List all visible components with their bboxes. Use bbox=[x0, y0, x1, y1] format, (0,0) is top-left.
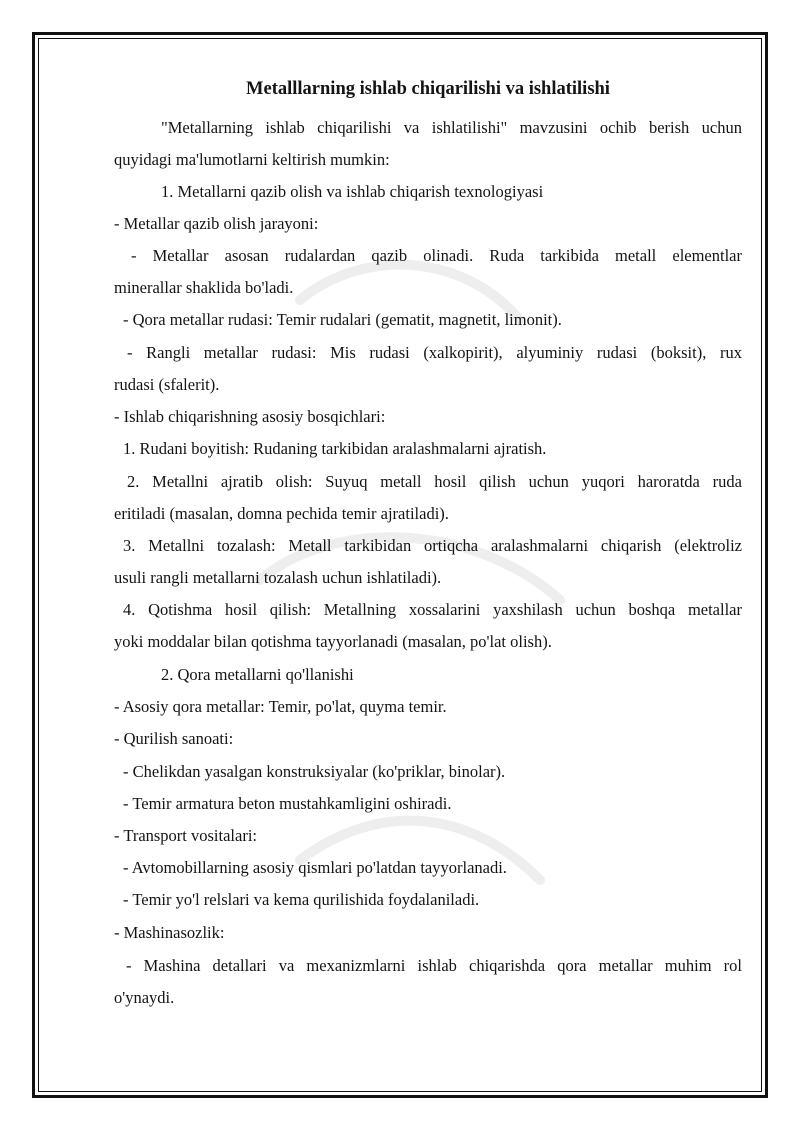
list-item: - Ishlab chiqarishning asosiy bosqichlari: bbox=[114, 407, 386, 426]
list-item: - Chelikdan yasalgan konstruksiyalar (ko'priklar, binolar). bbox=[123, 762, 506, 781]
list-item: - Qurilish sanoati: bbox=[114, 729, 234, 748]
section-heading: 1. Metallarni qazib olish va ishlab chiqarish texnologiyasi bbox=[161, 182, 544, 201]
list-item: 4. Qotishma hosil qilish: Metallning xossalarini yaxshilash uchun boshqa metallar bbox=[123, 600, 742, 619]
section-heading: 2. Qora metallarni qo'llanishi bbox=[161, 665, 354, 684]
list-item: yoki moddalar bilan qotishma tayyorlanadi (masalan, po'lat olish). bbox=[114, 632, 552, 651]
list-item: - Rangli metallar rudasi: Mis rudasi (xalkopirit), alyuminiy rudasi (boksit), rux bbox=[127, 343, 742, 362]
document-title: Metalllarning ishlab chiqarilishi va ishlatilishi bbox=[246, 79, 610, 99]
list-item: usuli rangli metallarni tozalash uchun ishlatiladi). bbox=[114, 568, 442, 587]
list-item: - Metallar qazib olish jarayoni: bbox=[114, 214, 319, 233]
list-item: - Temir yo'l relslari va kema qurilishida foydalaniladi. bbox=[123, 890, 480, 909]
list-item: minerallar shaklida bo'ladi. bbox=[114, 278, 294, 297]
paragraph-line: quyidagi ma'lumotlarni keltirish mumkin: bbox=[114, 150, 390, 169]
list-item: - Metallar asosan rudalardan qazib olinadi. Ruda tarkibida metall elementlar bbox=[131, 246, 742, 265]
list-item: - Avtomobillarning asosiy qismlari po'latdan tayyorlanadi. bbox=[123, 858, 507, 877]
paragraph-line: "Metallarning ishlab chiqarilishi va ishlatilishi" mavzusini ochib berish uchun bbox=[161, 118, 742, 137]
list-item: 1. Rudani boyitish: Rudaning tarkibidan aralashmalarni ajratish. bbox=[123, 439, 547, 458]
list-item: - Qora metallar rudasi: Temir rudalari (gematit, magnetit, limonit). bbox=[123, 310, 562, 329]
list-item: - Asosiy qora metallar: Temir, po'lat, quyma temir. bbox=[114, 697, 447, 716]
list-item: 2. Metallni ajratib olish: Suyuq metall hosil qilish uchun yuqori haroratda ruda bbox=[127, 472, 742, 491]
list-item: o'ynaydi. bbox=[114, 988, 175, 1007]
list-item: eritiladi (masalan, domna pechida temir ajratiladi). bbox=[114, 504, 449, 523]
list-item: - Temir armatura beton mustahkamligini oshiradi. bbox=[123, 794, 452, 813]
list-item: - Mashinasozlik: bbox=[114, 923, 225, 942]
list-item: rudasi (sfalerit). bbox=[114, 375, 220, 394]
list-item: - Mashina detallari va mexanizmlarni ishlab chiqarishda qora metallar muhim rol bbox=[126, 956, 742, 975]
list-item: 3. Metallni tozalash: Metall tarkibidan ortiqcha aralashmalarni chiqarish (elektroliz bbox=[123, 536, 742, 555]
list-item: - Transport vositalari: bbox=[114, 826, 257, 845]
